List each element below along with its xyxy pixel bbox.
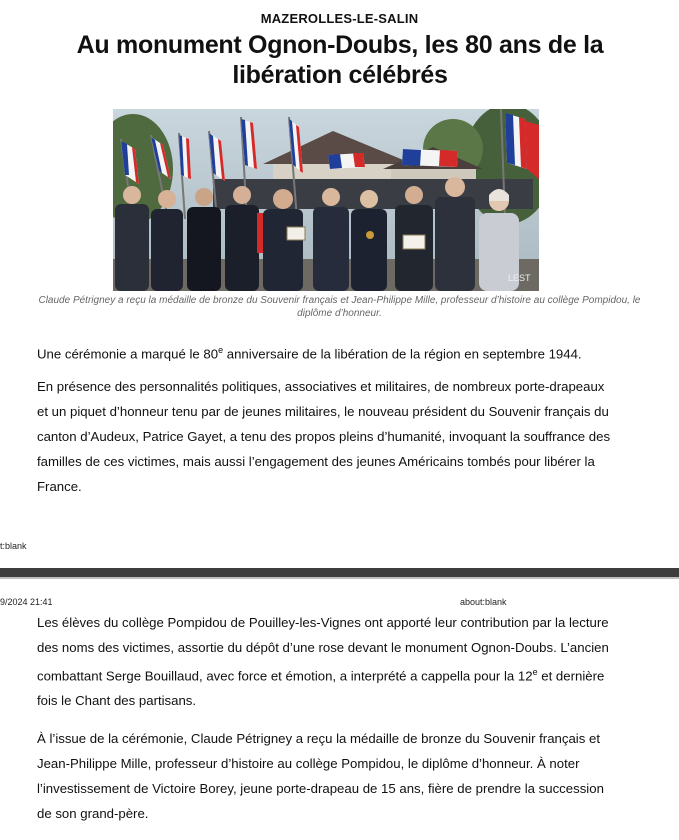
- print-header-date: 9/2024 21:41: [0, 597, 53, 607]
- paragraph-3: [37, 610, 617, 713]
- paragraph-1: [37, 338, 617, 366]
- p3-superscript: e: [532, 667, 538, 677]
- p1-text-after: anniversaire de la libération de la région en septembre 1944.: [223, 346, 582, 362]
- print-footer-url: t:blank: [0, 541, 27, 551]
- paragraph-2: En présence des personnalités politiques, associatives et militaires, de nombreux porte-drapeaux et un piquet d’honneur tenu par de jeunes militaires, le nouveau président du Souvenir français du canton d’Audeux, Patrice Gayet, a tenu des propos pleins d’humanité, invoquant la souffrance des familles de ces victimes, mais aussi l’engagement des jeunes Américains tombés pour libérer la France.: [37, 379, 611, 494]
- page-break-divider: [0, 568, 679, 577]
- photo-caption: Claude Pétrigney a reçu la médaille de bronze du Souvenir français et Jean-Philippe Mille, professeur d’histoire au collège Pompidou, le diplôme d’honneur.: [38, 295, 641, 319]
- article-headline: Au monument Ognon-Doubs, les 80 ans de la libération célébrés: [76, 31, 604, 89]
- page-break-edge: [0, 577, 679, 579]
- p3-text-before: Les élèves du collège Pompidou de Pouilley-les-Vignes ont apporté leur contribution par la lecture des noms des victimes, assortie du dépôt d’une rose devant le monument Ognon-Doubs. L’ancien combattant Serge Bouillaud, avec force et émotion, a interprété a cappella pour la 12: [37, 615, 609, 684]
- photo-watermark: LEST: [508, 273, 531, 283]
- article-kicker: MAZEROLLES-LE-SALIN: [260, 11, 419, 26]
- article-photo: [113, 109, 539, 291]
- p1-superscript: e: [218, 345, 224, 355]
- print-header-url: about:blank: [460, 597, 507, 607]
- p1-text-before: Une cérémonie a marqué le 80: [37, 346, 219, 362]
- p3-text-after: et dernière fois le Chant des partisans.: [37, 668, 605, 709]
- paragraph-4: À l’issue de la cérémonie, Claude Pétrigney a reçu la médaille de bronze du Souvenir français et Jean-Philippe Mille, professeur d’histoire au collège Pompidou, le diplôme d’honneur. À noter l’investissement de Victoire Borey, jeune porte-drapeau de 15 ans, fière de prendre la succession de son grand-père.: [37, 731, 604, 821]
